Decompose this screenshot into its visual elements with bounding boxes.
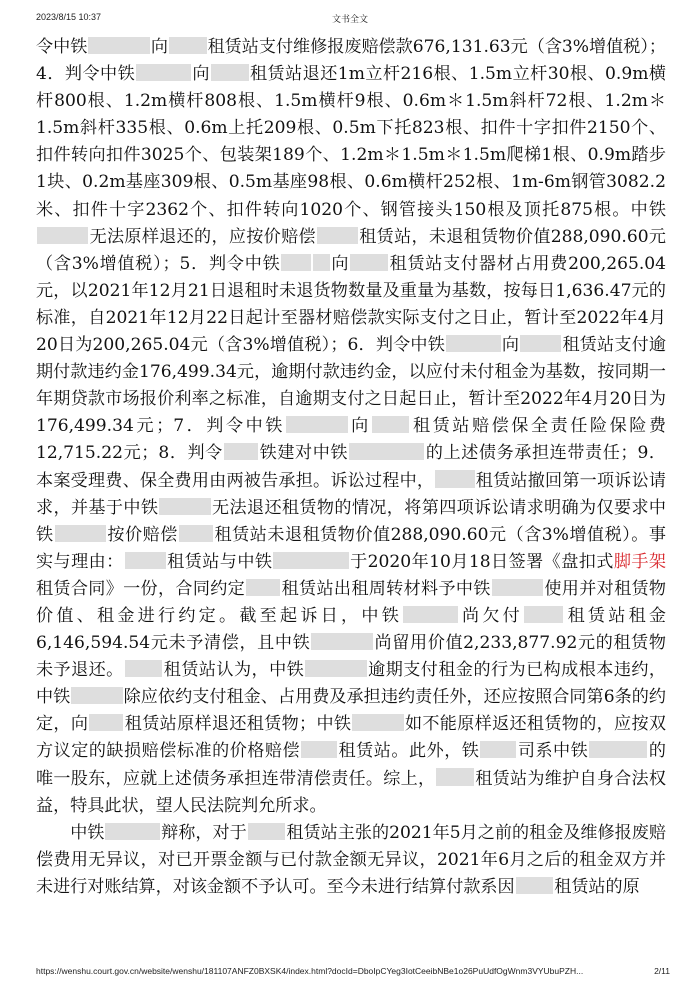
redaction-block bbox=[125, 660, 163, 677]
redaction-block bbox=[403, 606, 458, 623]
text-segment: 于2020年10月18日签署《盘扣式 bbox=[349, 551, 614, 572]
text-segment: 司系中铁 bbox=[517, 741, 589, 762]
browser-print-footer bbox=[0, 962, 700, 982]
redaction-block bbox=[301, 741, 337, 758]
text-segment: 向 bbox=[501, 335, 520, 356]
redaction-block bbox=[352, 714, 403, 731]
browser-print-header bbox=[0, 0, 700, 30]
text-segment: 向 bbox=[348, 416, 371, 437]
paragraph-plaintiff-claims bbox=[36, 34, 666, 820]
text-segment: 的唯一股东，应就上述债务承担连带清偿责任。综上， bbox=[36, 741, 667, 789]
redaction-block bbox=[224, 443, 258, 460]
redaction-block bbox=[516, 877, 554, 894]
redaction-block bbox=[37, 227, 88, 244]
highlighted-keyword: 脚手架 bbox=[613, 551, 667, 572]
text-segment: 租赁站撤回第一项诉讼请求，并基于中铁 bbox=[36, 470, 666, 518]
text-segment: 租赁站退还1m立杆216根、1.5m立杆30根、0.9m横杆800根、1.2m横杆808根、1.5m横杆9根、0.6m＊1.5m斜杆72根、1.2m＊1.5m斜杆335根、0.6m上托209根、0.5m下托823根、扣件十字扣件2150个、扣件转向扣件3025个、包装架189个、1.2m＊1.5m＊1.5m爬梯1根、0.9m踏步1块、0.2m基座309根、0.5m基座98根、0.6m横杆252根、1m-6m钢管3082.2米、扣件十字2362个、扣件转向1020个、钢管接头150根及顶托875根。中铁 bbox=[36, 64, 666, 220]
redaction-block bbox=[169, 37, 207, 54]
redaction-block bbox=[446, 335, 501, 352]
text-segment: 向 bbox=[330, 253, 350, 274]
redaction-block bbox=[480, 741, 516, 758]
redaction-block bbox=[349, 443, 424, 460]
text-segment: 的上述债务承担连带责任；9．本案受理费、保全费用由两被告承担。诉讼过程中， bbox=[36, 443, 667, 491]
text-segment: 按价赔偿 bbox=[106, 524, 178, 545]
redaction-block bbox=[211, 64, 249, 81]
text-segment: 租赁站赔偿保全责任险保险费12,715.22元；8．判令 bbox=[36, 416, 667, 464]
print-timestamp: 2023/8/15 10:37 bbox=[36, 12, 102, 22]
redaction-block bbox=[246, 579, 280, 596]
text-segment: 尚留用价值2,233,877.92元的租赁物未予退还。 bbox=[36, 633, 666, 681]
page-number: 2/11 bbox=[654, 966, 670, 976]
text-segment: 租赁站支付器材占用费200,265.04元，以2021年12月21日退租时未退货物数量及重量为基数，按每日1,636.47元的标准，自2021年12月22日起计至器材赔偿款实际支付之日止，暂计至2022年4月20日为200,265.04元（含3%增值税）；6．判令中铁 bbox=[36, 253, 667, 356]
text-segment: 租赁站原样退还租赁物；中铁 bbox=[124, 714, 352, 735]
text-segment: 租赁站租金6,146,594.54元未予清偿，且中铁 bbox=[36, 605, 667, 654]
redaction-block bbox=[273, 552, 348, 569]
redaction-block bbox=[313, 254, 330, 271]
text-segment: 令中铁 bbox=[36, 37, 88, 57]
text-segment: 租赁站未退租赁物价值288,090.60元（含3%增值税）。事实与理由： bbox=[36, 524, 666, 572]
text-segment: 无法退还租赁物的情况，将第四项诉讼请求明确为仅要求中铁 bbox=[36, 497, 667, 545]
redaction-block bbox=[524, 606, 563, 623]
redaction-block bbox=[372, 416, 410, 433]
redaction-block bbox=[435, 470, 474, 487]
redaction-block bbox=[286, 416, 348, 433]
text-segment: 辩称，对于 bbox=[161, 822, 247, 843]
text-segment: 租赁站认为，中铁 bbox=[163, 660, 305, 681]
redaction-block bbox=[436, 768, 474, 785]
text-segment: 租赁站。此外，铁 bbox=[338, 741, 480, 762]
text-segment: 逾期支付租金的行为已构成根本违约，中铁 bbox=[36, 660, 667, 708]
text-segment: 如不能原样返还租赁物的，应按双方议定的缺损赔偿标准的价格赔偿 bbox=[36, 714, 667, 762]
redaction-block bbox=[281, 254, 310, 271]
redaction-block bbox=[248, 823, 286, 840]
redaction-block bbox=[520, 335, 561, 352]
text-segment: 租赁站的原 bbox=[554, 876, 640, 897]
redaction-block bbox=[55, 525, 106, 542]
paragraph-defendant-response bbox=[36, 820, 666, 901]
redaction-block bbox=[88, 37, 150, 54]
text-segment: 租赁站主张的2021年5月之前的租金及维修报废赔偿费用无异议，对已开票金额与已付款金额无异议，2021年6月之后的租金双方并未进行对账结算，对该金额不予认可。至今未进行结算付款系因 bbox=[36, 822, 666, 897]
redaction-block bbox=[317, 227, 358, 244]
text-segment: 使用并对租赁物价值、租金进行约定。截至起诉日，中铁 bbox=[36, 578, 667, 626]
redaction-block bbox=[179, 525, 213, 542]
redaction-block bbox=[125, 552, 166, 569]
judgment-document-body bbox=[36, 34, 666, 901]
text-segment: 铁建对中铁 bbox=[259, 443, 349, 464]
page-url: https://wenshu.court.gov.cn/website/wenshu/181107ANFZ0BXSK4/index.html?docId=DboIpCYeg3IotCeeibNBe1o26PuUdfOgWnm3VYUbuPZH... bbox=[36, 966, 584, 976]
text-segment: 无法原样退还的，应按价赔偿 bbox=[89, 226, 316, 247]
text-segment: 租赁合同》一份，合同约定 bbox=[36, 578, 246, 599]
redaction-block bbox=[589, 741, 647, 758]
redaction-block bbox=[350, 254, 388, 271]
text-segment: 租赁站支付逾期付款违约金176,499.34元，逾期付款违约金，以应付未付租金为基数，按同期一年期贷款市场报价利率之标准，自逾期支付之日起日止，暂计至2022年4月20日为176,499.34元；7．判令中铁 bbox=[36, 335, 667, 437]
page-title: 文书全文 bbox=[331, 14, 368, 24]
redaction-block bbox=[105, 823, 160, 840]
redaction-block bbox=[305, 660, 367, 677]
text-segment: 租赁站出租周转材料予中铁 bbox=[281, 578, 491, 599]
text-segment: 向 bbox=[150, 37, 168, 57]
redaction-block bbox=[89, 714, 123, 731]
redaction-block bbox=[159, 498, 210, 515]
redaction-block bbox=[311, 633, 373, 650]
text-segment: 租赁站为维护自身合法权益，特具此状，望人民法院判允所求。 bbox=[36, 768, 667, 816]
text-segment: 租赁站支付维修报废赔偿款676,131.63元（含3%增值税）；4．判令中铁 bbox=[36, 37, 666, 85]
text-segment: 除应依约支付租金、占用费及承担违约责任外，还应按照合同第6条的约定，向 bbox=[36, 687, 667, 735]
redaction-block bbox=[492, 579, 543, 596]
redaction-block bbox=[71, 687, 122, 704]
text-segment: 尚欠付 bbox=[458, 605, 523, 626]
redaction-block bbox=[136, 64, 191, 81]
text-segment: 向 bbox=[191, 64, 210, 85]
text-segment: 租赁站与中铁 bbox=[166, 551, 273, 572]
text-segment: 中铁 bbox=[70, 822, 105, 843]
text-segment: 租赁站，未退租赁物价值288,090.60元（含3%增值税）；5．判令中铁 bbox=[36, 226, 667, 274]
